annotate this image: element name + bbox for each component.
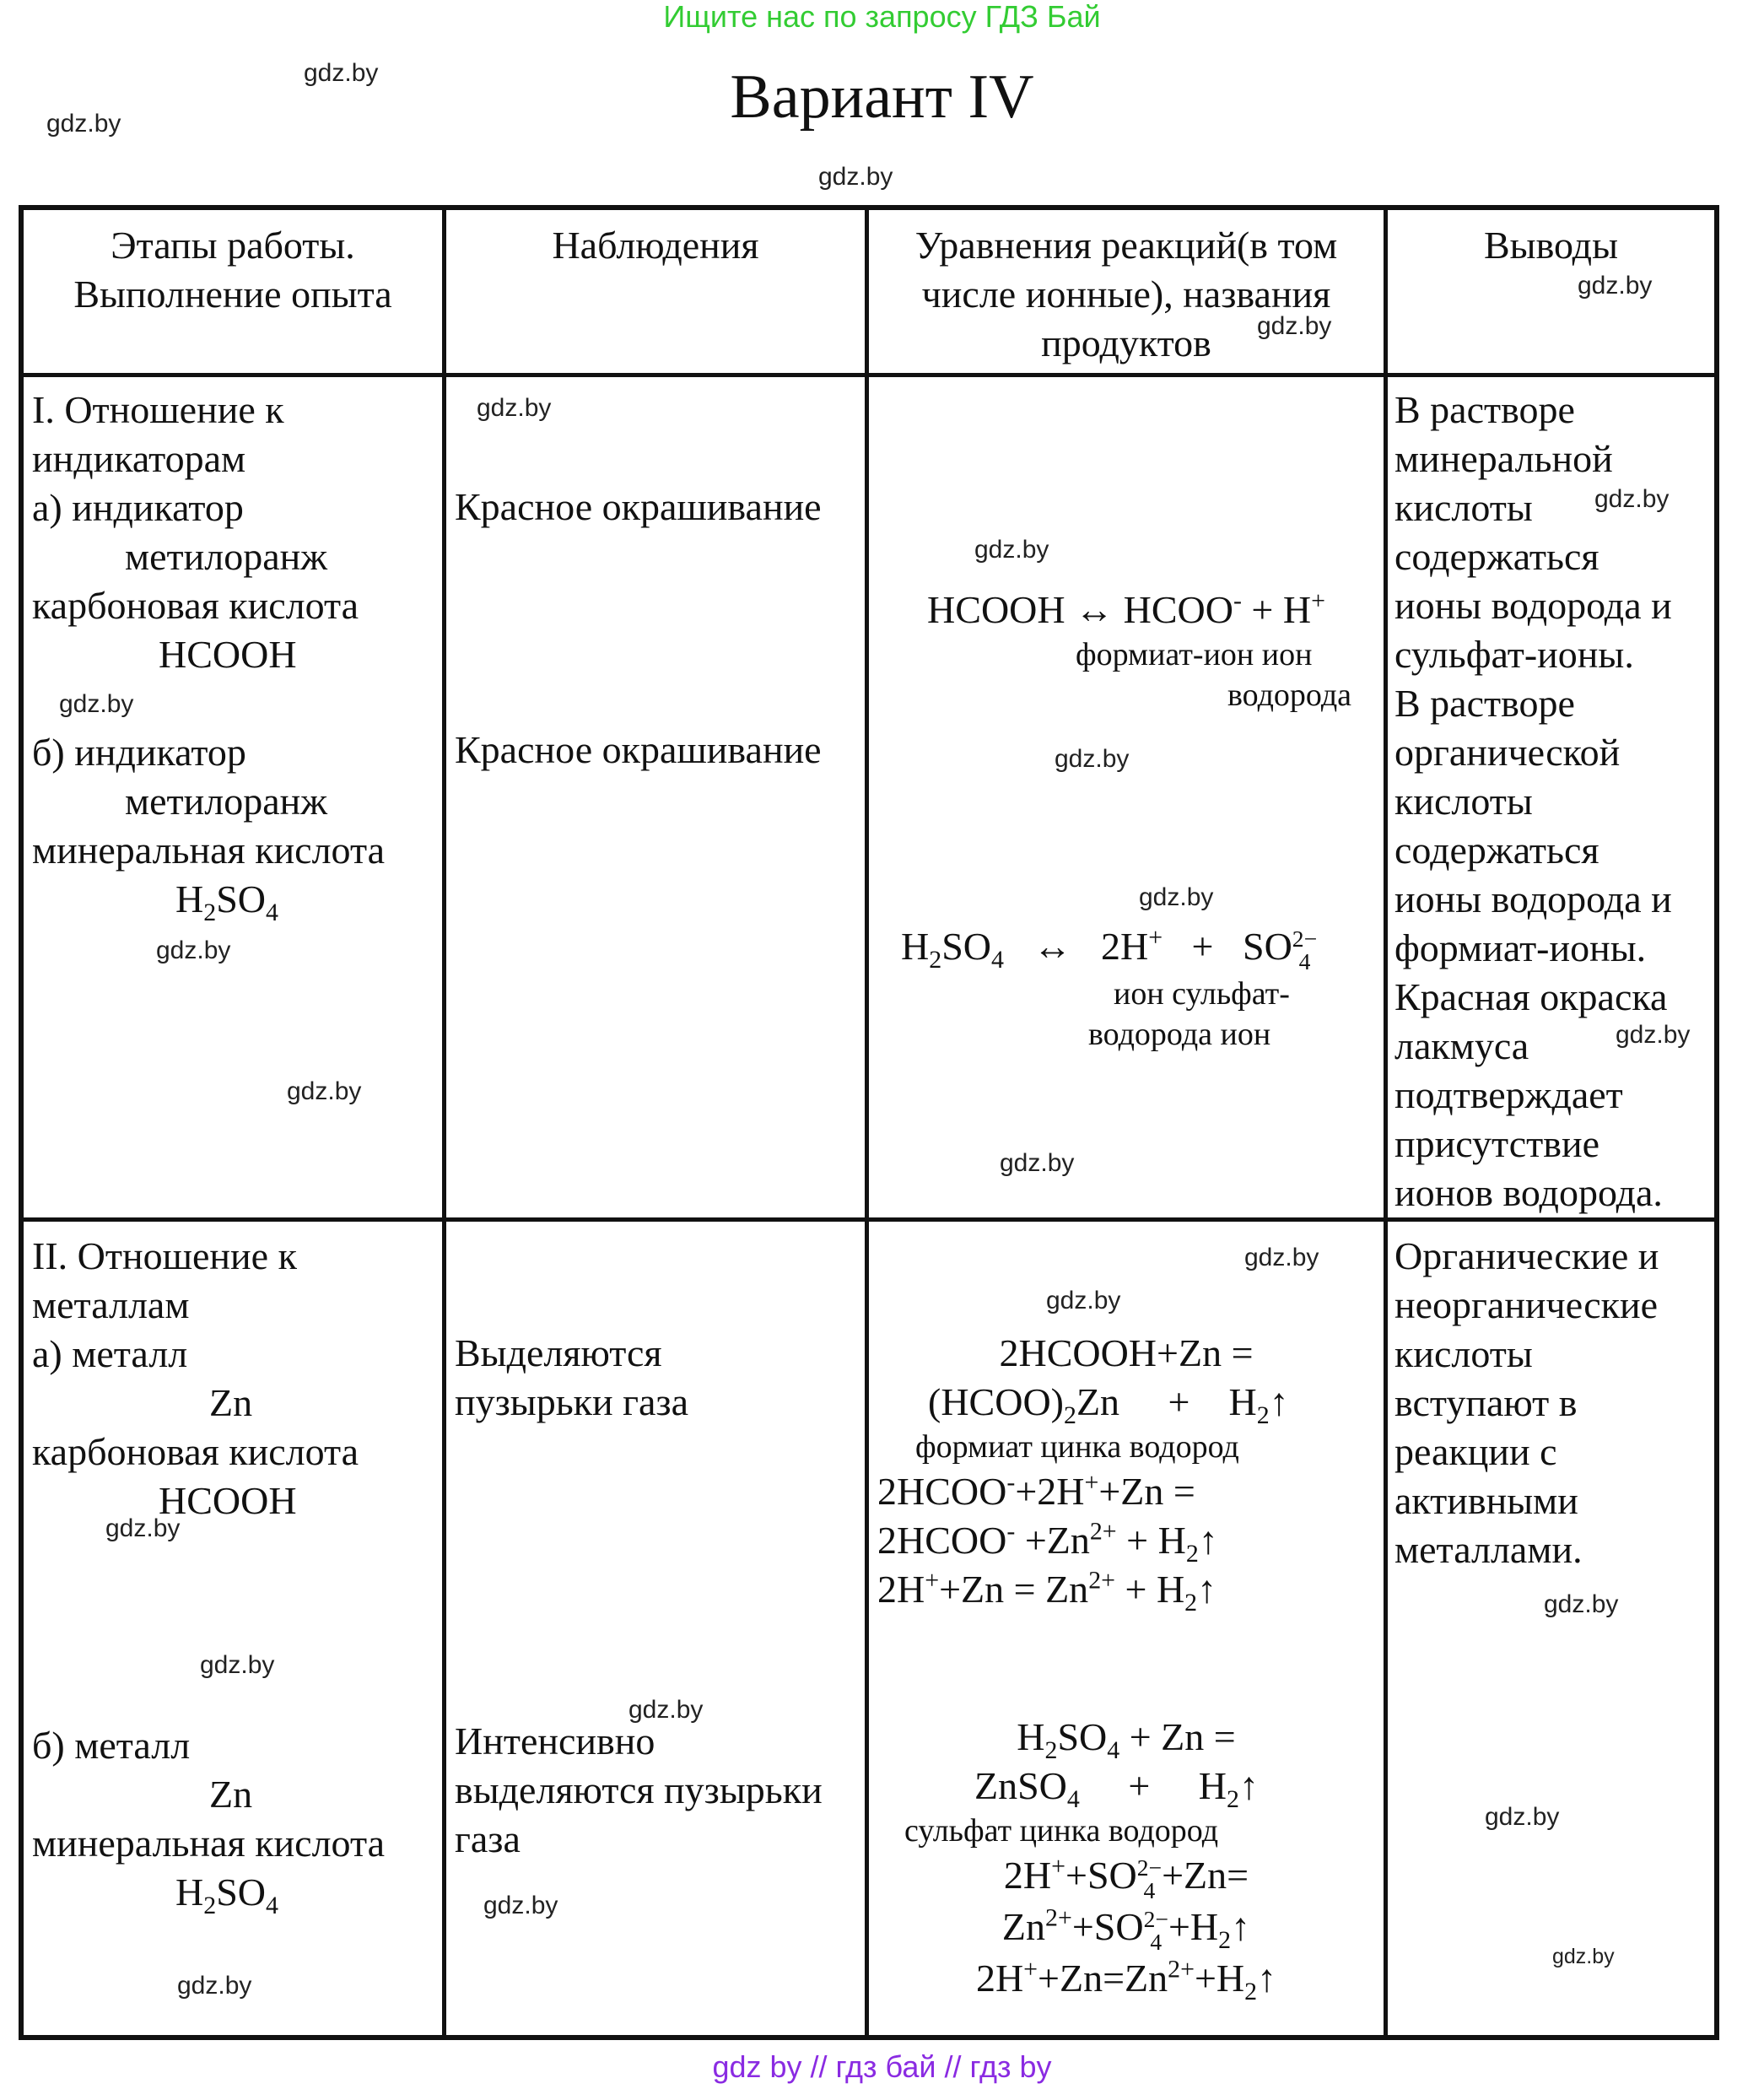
conclusion-line: формиат-ионы. (1394, 926, 1647, 969)
stage-line: индикаторам (32, 437, 246, 480)
row1-stage (32, 386, 437, 927)
row1-observation-a (455, 483, 860, 532)
header-equations (869, 221, 1384, 368)
conclusion-line: содержаться (1394, 535, 1599, 578)
conclusion-line: Органические и (1394, 1234, 1659, 1277)
row2-stage (32, 1232, 437, 1920)
equation: $H_2SO_4 + Zn$ = (1017, 1715, 1236, 1765)
header-line: Наблюдения (552, 224, 759, 267)
observation-text: выделяются пузырьки (455, 1768, 823, 1811)
conclusion-line: присутствие (1394, 1122, 1599, 1165)
watermark: gdz.by (1257, 312, 1332, 340)
watermark: gdz.by (1578, 272, 1653, 300)
row2-equation-a (869, 1329, 1384, 1617)
watermark: gdz.by (105, 1514, 181, 1542)
page-title: Вариант IV (730, 62, 1034, 132)
product-names: формиат цинка водород (915, 1429, 1239, 1465)
row1-observation-b (455, 726, 860, 775)
watermark: gdz.by (287, 1077, 362, 1105)
table-row-divider (19, 1217, 1719, 1222)
watermark: gdz.by (483, 1892, 558, 1919)
table-row-divider (19, 373, 1719, 377)
conclusion-line: реакции с (1394, 1430, 1557, 1473)
header-line: числе ионные), названия (921, 273, 1331, 316)
conclusion-line: кислоты (1394, 486, 1533, 529)
header-line: Выводы (1484, 224, 1618, 267)
header-stages (24, 221, 442, 319)
equation: $2H^++Zn = Zn^{2+}$ + $H_2↑$ (877, 1566, 1217, 1617)
header-line: Уравнения реакций(в том (914, 224, 1338, 267)
header-conclusions (1388, 221, 1714, 270)
stage-line: б) индикатор (32, 731, 246, 774)
observation-text: пузырьки газа (455, 1380, 689, 1423)
equation: 2HCOO-+2H++Zn = (877, 1468, 1195, 1513)
product-names: водорода (1227, 677, 1352, 713)
conclusion-line: Красная окраска (1394, 975, 1668, 1018)
product-names: ион сульфат- (1114, 976, 1290, 1012)
stage-line: I. Отношение к (32, 388, 284, 431)
formula: HCOOH (159, 1479, 297, 1522)
conclusion-line: сульфат-ионы. (1394, 633, 1634, 676)
stage-line: II. Отношение к (32, 1234, 297, 1277)
stage-line: минеральная кислота (32, 829, 386, 872)
top-banner[interactable]: Ищите нас по запросу ГДЗ Бай (663, 0, 1101, 34)
watermark: gdz.by (46, 110, 121, 138)
row2-observation-b (455, 1717, 860, 1864)
watermark: gdz.by (59, 690, 134, 718)
watermark: gdz.by (628, 1696, 704, 1724)
product-names: водорода ион (1088, 1017, 1271, 1053)
equation: $H_2SO_4$ ↔ 2H+ + SO 2− 4 (901, 923, 1318, 975)
conclusion-line: ионов водорода. (1394, 1171, 1663, 1214)
equation: HCOOH ↔ HCOO- + H+ (927, 586, 1325, 631)
conclusion-line: подтверждает (1394, 1073, 1623, 1116)
product-names: сульфат цинка водород (904, 1813, 1219, 1849)
observation-text: Красное окрашивание (455, 728, 822, 771)
row2-equation-b (869, 1713, 1384, 2006)
stage-line: а) металл (32, 1332, 188, 1375)
watermark: gdz.by (1485, 1803, 1560, 1831)
watermark: gdz.by (1244, 1244, 1319, 1271)
conclusion-line: содержаться (1394, 829, 1599, 872)
conclusion-line: минеральной (1394, 437, 1613, 480)
observation-text: Интенсивно (455, 1719, 655, 1762)
stage-line: б) металл (32, 1724, 191, 1767)
watermark: gdz.by (477, 394, 552, 422)
conclusion-line: ионы водорода и (1394, 584, 1672, 627)
watermark: gdz.by (1552, 1945, 1615, 1968)
equation-text: HCOOH ↔ HCOO (927, 588, 1233, 631)
watermark: gdz.by (1594, 485, 1670, 513)
header-line: продуктов (1041, 321, 1211, 364)
equation: 2H++SO 2− 4 +Zn= (1003, 1852, 1249, 1904)
row1-equation-b (869, 922, 1384, 1055)
conclusion-line: лакмуса (1394, 1024, 1529, 1067)
row1-conclusion (1394, 386, 1715, 1217)
conclusion-line: В растворе (1394, 388, 1575, 431)
stage-line: а) индикатор (32, 486, 244, 529)
watermark: gdz.by (1616, 1021, 1691, 1049)
stage-line: карбоновая кислота (32, 1430, 359, 1473)
watermark: gdz.by (818, 163, 893, 191)
conclusion-line: ионы водорода и (1394, 877, 1672, 920)
formula-h2so4: $H_2SO_4$ (175, 877, 278, 927)
observation-text: газа (455, 1817, 521, 1860)
stage-line: металлам (32, 1283, 190, 1326)
table-border-top (19, 205, 1719, 210)
bottom-banner[interactable]: gdz by // гдз бай // гдз by (712, 2049, 1052, 2084)
row2-conclusion (1394, 1232, 1715, 1574)
equation-text: + H (1241, 588, 1312, 631)
watermark: gdz.by (200, 1651, 275, 1679)
stage-line: метилоранж (125, 780, 328, 823)
conclusion-line: кислоты (1394, 1332, 1533, 1375)
equation: 2HCOO- $+Zn^{2+}$ + $H_2↑$ (877, 1517, 1218, 1568)
table-border-bottom (19, 2035, 1719, 2040)
conclusion-line: кислоты (1394, 780, 1533, 823)
formula: Zn (209, 1381, 253, 1424)
observation-text: Выделяются (455, 1331, 662, 1374)
table-column-divider (442, 205, 446, 2040)
equation: ZnSO$_4$ + $H_2↑$ (974, 1764, 1259, 1814)
watermark: gdz.by (974, 536, 1049, 564)
conclusion-line: металлами. (1394, 1528, 1583, 1571)
equation: 2HCOOH+Zn = (999, 1331, 1254, 1374)
watermark: gdz.by (1046, 1287, 1121, 1314)
formula: Zn (209, 1773, 253, 1816)
watermark: gdz.by (177, 1972, 252, 2000)
watermark: gdz.by (1139, 883, 1214, 911)
conclusion-line: активными (1394, 1479, 1578, 1522)
header-observations (446, 221, 865, 270)
equation: $(HCOO)_2Zn$ + $H_2↑$ (928, 1380, 1289, 1430)
stage-line: карбоновая кислота (32, 584, 359, 627)
table-column-divider (1384, 205, 1388, 2040)
watermark: gdz.by (1055, 745, 1130, 773)
equation: $2H^++Zn=Zn^{2+}+H_2↑$ (975, 1955, 1277, 2006)
conclusion-line: В растворе (1394, 682, 1575, 725)
conclusion-line: органической (1394, 731, 1621, 774)
formula-h2so4: $H_2SO_4$ (175, 1870, 278, 1920)
conclusion-line: вступают в (1394, 1381, 1578, 1424)
watermark: gdz.by (156, 937, 231, 964)
row1-equation-a (869, 586, 1384, 715)
watermark: gdz.by (1000, 1149, 1075, 1177)
table-border-left (19, 205, 24, 2040)
watermark: gdz.by (1544, 1590, 1619, 1618)
conclusion-line: неорганические (1394, 1283, 1659, 1326)
formula: HCOOH (159, 633, 297, 676)
stage-line: минеральная кислота (32, 1822, 386, 1865)
stage-line: метилоранж (125, 535, 328, 578)
row2-observation-a (455, 1329, 860, 1427)
header-line: Этапы работы. (111, 224, 355, 267)
equation: $Zn^{2+}+SO$ 2− 4 $+H_2↑$ (1001, 1903, 1251, 1956)
watermark: gdz.by (304, 59, 379, 87)
product-names: формиат-ион ион (1076, 637, 1313, 672)
observation-text: Красное окрашивание (455, 485, 822, 528)
header-line: Выполнение опыта (73, 273, 392, 316)
